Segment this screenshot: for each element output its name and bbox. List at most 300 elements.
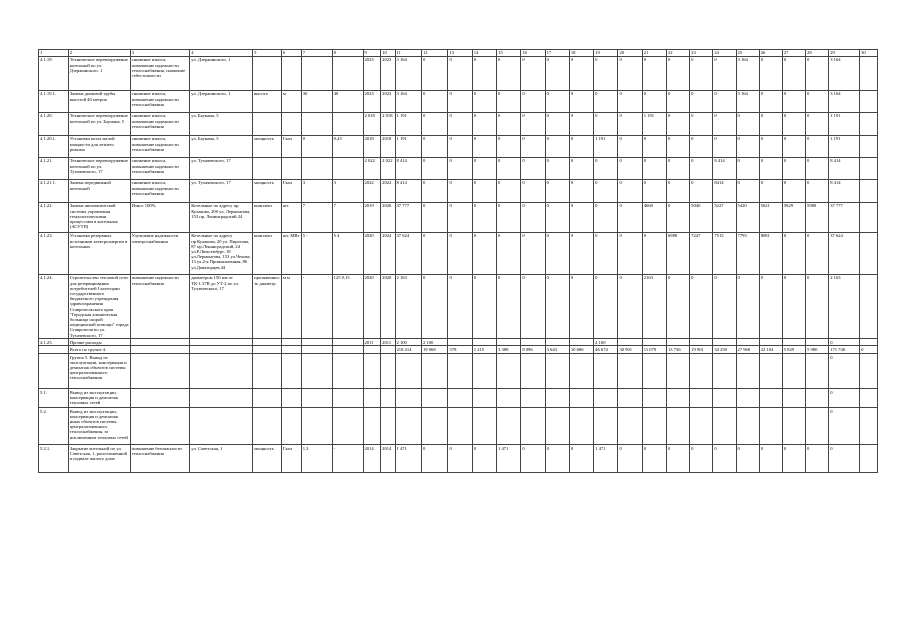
table-cell	[281, 408, 301, 445]
table-cell	[281, 354, 301, 389]
table-cell: 0	[448, 112, 472, 135]
table-cell: 2 100	[395, 339, 421, 346]
table-cell: 0	[618, 135, 642, 157]
table-row	[39, 56, 878, 90]
table-cell	[569, 408, 593, 445]
table-cell	[569, 339, 593, 346]
table-cell: 0	[521, 135, 545, 157]
table-cell	[190, 408, 253, 445]
table-cell: 3	[301, 179, 332, 202]
header-cell: 12	[421, 50, 447, 57]
table-cell	[332, 346, 363, 354]
table-cell: 0	[690, 274, 713, 338]
measure-name-cell: Закрытие котельной по ул. Советская, 1, расположенной в подвале жилого дома	[68, 445, 130, 473]
table-cell: 0	[448, 274, 472, 338]
table-cell: 2018	[381, 135, 395, 157]
table-cell: 0	[806, 232, 829, 274]
table-cell: 0	[759, 157, 782, 179]
table-cell	[782, 354, 805, 389]
table-cell: 8 414	[395, 179, 421, 202]
table-cell: 0	[667, 157, 690, 179]
table-cell	[448, 408, 472, 445]
table-cell	[301, 112, 332, 135]
table-cell: 37 777	[395, 202, 421, 232]
table-cell: 1 191	[829, 135, 860, 157]
table-cell: 0	[421, 179, 447, 202]
table-cell	[690, 408, 713, 445]
document-page	[38, 49, 878, 473]
table-cell: 0	[421, 157, 447, 179]
table-cell: Котельные по адресу пр. Кулакова, 20б ул. Лермонтова, 153 пр. Ленинградский 24	[190, 202, 253, 232]
table-cell: ул. Советская, 1	[190, 445, 253, 473]
table-cell: 0	[806, 56, 829, 90]
table-cell	[642, 354, 666, 389]
header-cell: 29	[829, 50, 860, 57]
table-cell	[332, 408, 363, 445]
table-cell: 0	[642, 56, 666, 90]
table-cell: 0	[618, 90, 642, 112]
table-cell	[860, 445, 878, 473]
table-cell: 0	[497, 179, 521, 202]
table-cell: 0	[472, 157, 496, 179]
row-number-cell: 4.1.20.	[39, 112, 69, 135]
table-cell: 0	[736, 135, 759, 157]
table-cell: снижение износа, повышение надежности теплоснабжения	[130, 157, 190, 179]
table-cell	[667, 389, 690, 408]
table-cell: 0	[782, 56, 805, 90]
header-cell: 25	[736, 50, 759, 57]
table-cell: 7	[301, 202, 332, 232]
table-cell: 0	[690, 112, 713, 135]
table-cell	[545, 408, 569, 445]
table-cell	[860, 389, 878, 408]
table-cell: 0	[521, 90, 545, 112]
table-cell	[759, 354, 782, 389]
table-cell: 218 414	[395, 346, 421, 354]
table-cell	[759, 339, 782, 346]
table-cell	[667, 339, 690, 346]
table-cell: 578	[448, 346, 472, 354]
table-cell: 0	[521, 112, 545, 135]
table-cell	[782, 408, 805, 445]
table-row	[39, 445, 878, 473]
table-cell: 0	[301, 135, 332, 157]
table-cell	[618, 354, 642, 389]
table-cell: 2020	[363, 274, 381, 338]
measure-name-cell: Всего по группе 4.	[68, 346, 130, 354]
table-cell	[545, 389, 569, 408]
header-cell: 14	[472, 50, 496, 57]
row-number-cell: 4.1.21.	[39, 157, 69, 179]
table-cell: 0	[594, 157, 618, 179]
table-cell	[332, 157, 363, 179]
table-cell: 0	[569, 135, 593, 157]
table-cell: 0	[421, 232, 447, 274]
table-cell: 0	[759, 112, 782, 135]
table-row	[39, 389, 878, 408]
row-number-cell	[39, 346, 69, 354]
table-cell: мощность	[253, 135, 282, 157]
table-cell	[448, 354, 472, 389]
table-cell: 0	[782, 90, 805, 112]
table-cell	[301, 408, 332, 445]
header-cell: 18	[569, 50, 593, 57]
table-cell	[642, 408, 666, 445]
table-cell: 0	[497, 274, 521, 338]
table-cell: ул. Тухачевского, 17	[190, 157, 253, 179]
table-cell: 11 079	[642, 346, 666, 354]
table-cell	[332, 112, 363, 135]
table-cell: 0	[860, 346, 878, 354]
table-cell	[806, 354, 829, 389]
table-cell: 0	[806, 112, 829, 135]
table-cell	[395, 389, 421, 408]
header-cell: 28	[806, 50, 829, 57]
table-cell	[395, 408, 421, 445]
row-number-cell: 4.1.23.	[39, 232, 69, 274]
table-cell: 0	[448, 232, 472, 274]
table-cell: 0	[545, 202, 569, 232]
table-cell: 0	[594, 56, 618, 90]
table-cell	[281, 112, 301, 135]
table-row	[39, 202, 878, 232]
table-cell: 4660	[642, 202, 666, 232]
table-cell	[253, 389, 282, 408]
table-cell: 0	[594, 202, 618, 232]
measure-name-cell: Строительство тепловой сети для резервирования потребителей I категории государственного бюджетного учреждения здравоохранения Ставропольского края "Городская клиническая больница скорой медицинской помощи" города Ставрополя по ул. Тухачевского, 17	[69, 275, 129, 338]
table-cell	[860, 202, 878, 232]
table-cell: 0	[545, 232, 569, 274]
table-cell	[448, 389, 472, 408]
row-number-cell: 4.1.20.1.	[39, 135, 69, 157]
row-number-cell: 5.1.	[39, 389, 69, 408]
header-cell: 15	[497, 50, 521, 57]
table-cell	[253, 339, 282, 346]
table-cell	[713, 408, 736, 445]
table-cell: ул. Дзержинского, 1	[190, 90, 253, 112]
table-cell: 0	[545, 179, 569, 202]
table-cell	[736, 389, 759, 408]
table-cell: 2 100	[421, 339, 447, 346]
table-cell: мощность	[253, 445, 282, 473]
table-cell: 1 191	[829, 112, 860, 135]
table-cell: 0	[497, 202, 521, 232]
table-cell: шт. МВт	[281, 232, 301, 274]
table-cell: 0	[642, 90, 666, 112]
table-cell: 1 191	[395, 112, 421, 135]
table-cell: мощность	[253, 179, 282, 202]
table-cell: 0	[642, 157, 666, 179]
table-cell: 0	[472, 274, 496, 338]
table-cell: 5980	[806, 202, 829, 232]
table-cell: 2023	[381, 56, 395, 90]
table-cell: 2014	[363, 445, 381, 473]
table-cell	[690, 389, 713, 408]
table-cell: 0	[759, 445, 782, 473]
table-cell: 0	[497, 135, 521, 157]
table-cell	[860, 90, 878, 112]
table-cell: 0	[806, 179, 829, 202]
table-cell: 0	[472, 202, 496, 232]
table-cell: 0	[618, 56, 642, 90]
header-cell: 8	[332, 50, 363, 57]
table-cell: 5829	[782, 202, 805, 232]
table-cell	[618, 389, 642, 408]
table-cell	[301, 339, 332, 346]
table-cell	[713, 354, 736, 389]
table-cell: 0	[569, 202, 593, 232]
table-cell: 1,3	[301, 445, 332, 473]
header-cell: 11	[395, 50, 421, 57]
table-cell: 2020	[363, 232, 381, 274]
table-cell: 0	[713, 112, 736, 135]
table-cell	[594, 408, 618, 445]
header-cell: 17	[545, 50, 569, 57]
table-cell: 37 624	[395, 232, 421, 274]
table-cell	[667, 354, 690, 389]
table-cell: 0	[569, 274, 593, 338]
table-cell: 0	[759, 90, 782, 112]
table-cell: снижение износа, повышение надежности теплоснабжения, снижение себестоимости	[130, 56, 190, 90]
table-cell: 3 388	[497, 346, 521, 354]
table-cell	[690, 354, 713, 389]
measure-name-cell: Прочие расходы	[68, 339, 130, 346]
table-cell: 0	[713, 135, 736, 157]
row-number-cell: 5.2.1.	[39, 445, 69, 473]
table-cell: 2018	[363, 135, 381, 157]
table-cell: 0	[472, 90, 496, 112]
table-cell: 0	[690, 56, 713, 90]
table-cell: 8 096	[521, 346, 545, 354]
table-cell: снижение износа, повышение надежности теплоснабжения	[130, 179, 190, 202]
table-cell	[448, 339, 472, 346]
table-cell: 0	[594, 179, 618, 202]
table-cell: 0	[667, 202, 690, 232]
table-cell: снижение износа, повышение надежности теплоснабжения	[130, 90, 190, 112]
table-cell: м	[281, 90, 301, 112]
table-cell: 0	[618, 232, 642, 274]
table-cell: 22 104	[759, 346, 782, 354]
table-cell: 3 164	[829, 90, 860, 112]
table-cell	[860, 56, 878, 90]
header-cell: 24	[713, 50, 736, 57]
table-cell: 2022	[363, 179, 381, 202]
table-cell: 40	[332, 90, 363, 112]
table-cell	[301, 354, 332, 389]
table-row	[39, 90, 878, 112]
table-cell	[860, 354, 878, 389]
investment-program-table	[38, 49, 878, 473]
table-cell	[301, 346, 332, 354]
table-cell: 10 686	[569, 346, 593, 354]
table-cell: 0	[782, 157, 805, 179]
table-cell: 0	[545, 274, 569, 338]
header-cell: 22	[667, 50, 690, 57]
table-cell: 3 164	[736, 56, 759, 90]
table-cell: 3	[332, 179, 363, 202]
table-cell	[421, 354, 447, 389]
table-cell: 0	[545, 56, 569, 90]
row-number-cell: 5.2.	[39, 408, 69, 445]
table-cell	[190, 339, 253, 346]
table-cell: 37 624	[829, 232, 860, 274]
table-cell	[618, 408, 642, 445]
table-cell: 5 829	[782, 346, 805, 354]
table-cell: 3 164	[736, 90, 759, 112]
table-cell: 0	[618, 157, 642, 179]
table-cell: 0	[497, 90, 521, 112]
table-cell	[472, 408, 496, 445]
measure-name-cell: Замена дымовой трубы высотой 40 метров	[68, 90, 130, 112]
table-cell: 0	[713, 56, 736, 90]
table-cell: 0	[497, 56, 521, 90]
header-cell: 7	[301, 50, 332, 57]
table-cell: 0	[472, 445, 496, 473]
header-cell: 9	[363, 50, 381, 57]
table-cell	[381, 354, 395, 389]
table-cell: 0	[421, 445, 447, 473]
table-cell: 13 736	[667, 346, 690, 354]
table-cell: 0	[806, 274, 829, 338]
table-cell: 1 471	[594, 445, 618, 473]
table-cell: м м	[281, 274, 301, 338]
table-cell: Износ 100%	[130, 202, 190, 232]
table-cell	[759, 408, 782, 445]
table-cell: 0	[421, 274, 447, 338]
table-cell: 0	[713, 90, 736, 112]
table-cell: 0	[421, 90, 447, 112]
table-cell: комплект	[253, 202, 282, 232]
table-cell	[642, 389, 666, 408]
table-cell: 0	[736, 179, 759, 202]
table-cell: снижение износа, повышение надежности теплоснабжения	[130, 135, 190, 157]
table-cell: 0	[782, 135, 805, 157]
table-cell: 2014	[381, 445, 395, 473]
table-cell	[332, 339, 363, 346]
header-cell: 3	[130, 50, 190, 57]
table-cell	[472, 389, 496, 408]
header-cell: 30	[860, 50, 878, 57]
table-row	[39, 135, 878, 157]
measure-name-cell: Установка резервных источников электроэнергии в котельных	[68, 232, 130, 274]
table-cell: 2163	[642, 274, 666, 338]
table-cell	[497, 339, 521, 346]
table-cell	[713, 389, 736, 408]
table-cell: 0	[667, 135, 690, 157]
header-cell: 16	[521, 50, 545, 57]
table-cell: 0	[667, 112, 690, 135]
table-row	[39, 408, 878, 445]
table-cell	[806, 389, 829, 408]
table-cell: 0	[545, 90, 569, 112]
table-cell: 2020	[381, 274, 395, 338]
table-cell: 0	[618, 112, 642, 135]
table-cell: Улучшение надежности электроснабжения	[130, 232, 190, 274]
table-cell: 7515	[713, 232, 736, 274]
table-cell	[472, 354, 496, 389]
table-cell: 37 777	[829, 202, 860, 232]
table-cell: 1 191	[594, 135, 618, 157]
table-cell: 2 163	[395, 274, 421, 338]
table-cell: ул. Дзержинского, 1	[190, 56, 253, 90]
table-cell: 2024	[381, 232, 395, 274]
table-cell: 7	[332, 202, 363, 232]
table-cell: 0	[618, 202, 642, 232]
table-cell: 1 191	[642, 112, 666, 135]
table-cell: Гкал	[281, 135, 301, 157]
table-cell	[253, 408, 282, 445]
table-cell: комплект	[253, 232, 282, 274]
table-cell: 0	[545, 135, 569, 157]
table-cell: 2 022	[363, 157, 381, 179]
table-cell: 0	[569, 445, 593, 473]
table-cell: 0	[782, 179, 805, 202]
table-cell: 0	[736, 157, 759, 179]
table-cell	[395, 354, 421, 389]
table-cell: 2011	[363, 339, 381, 346]
table-cell: 0	[448, 179, 472, 202]
table-row	[39, 346, 878, 354]
table-cell: 0	[594, 232, 618, 274]
table-cell	[860, 135, 878, 157]
table-cell: 0	[497, 157, 521, 179]
table-cell	[281, 157, 301, 179]
table-cell: повышение безопасности теплоснабжения	[130, 445, 190, 473]
table-cell: 0	[759, 274, 782, 338]
table-cell: 2 018	[363, 112, 381, 135]
measure-name-cell: Вывод из эксплуатации, консервация и демонтаж тепловых сетей	[68, 389, 130, 408]
table-cell: 0	[594, 90, 618, 112]
header-cell: 10	[381, 50, 395, 57]
table-cell: 0	[545, 445, 569, 473]
table-cell	[253, 112, 282, 135]
table-row	[39, 112, 878, 135]
header-cell: 23	[690, 50, 713, 57]
table-cell	[642, 339, 666, 346]
table-cell: 5420	[736, 202, 759, 232]
table-cell	[521, 339, 545, 346]
table-cell: 0	[736, 112, 759, 135]
table-cell	[421, 389, 447, 408]
table-cell: 46 674	[594, 346, 618, 354]
table-cell: 2 022	[381, 157, 395, 179]
table-cell	[281, 339, 301, 346]
table-cell	[190, 346, 253, 354]
table-cell	[782, 339, 805, 346]
table-cell: 19 068	[421, 346, 447, 354]
table-cell: 5227	[713, 202, 736, 232]
table-cell: 0	[472, 112, 496, 135]
measure-name-cell: Замена передвижной котельной	[68, 179, 130, 202]
table-cell: 7247	[690, 232, 713, 274]
row-number-cell: 4.1.25.	[39, 339, 69, 346]
table-cell: 0	[806, 135, 829, 157]
table-cell: 0	[472, 232, 496, 274]
measure-name-cell: Вывод из эксплуатации, консервация и демонтаж иных объектов системы централизованного теплоснабжения, за исключением тепловых сетей	[68, 408, 130, 445]
table-cell	[736, 354, 759, 389]
table-cell: 8081	[759, 232, 782, 274]
table-cell	[421, 408, 447, 445]
table-cell	[806, 339, 829, 346]
table-cell: 0	[736, 274, 759, 338]
table-cell: 0	[497, 112, 521, 135]
table-row	[39, 339, 878, 346]
table-cell	[521, 408, 545, 445]
table-cell	[860, 157, 878, 179]
table-cell	[363, 408, 381, 445]
header-cell: 19	[594, 50, 618, 57]
table-cell: 5621	[759, 202, 782, 232]
